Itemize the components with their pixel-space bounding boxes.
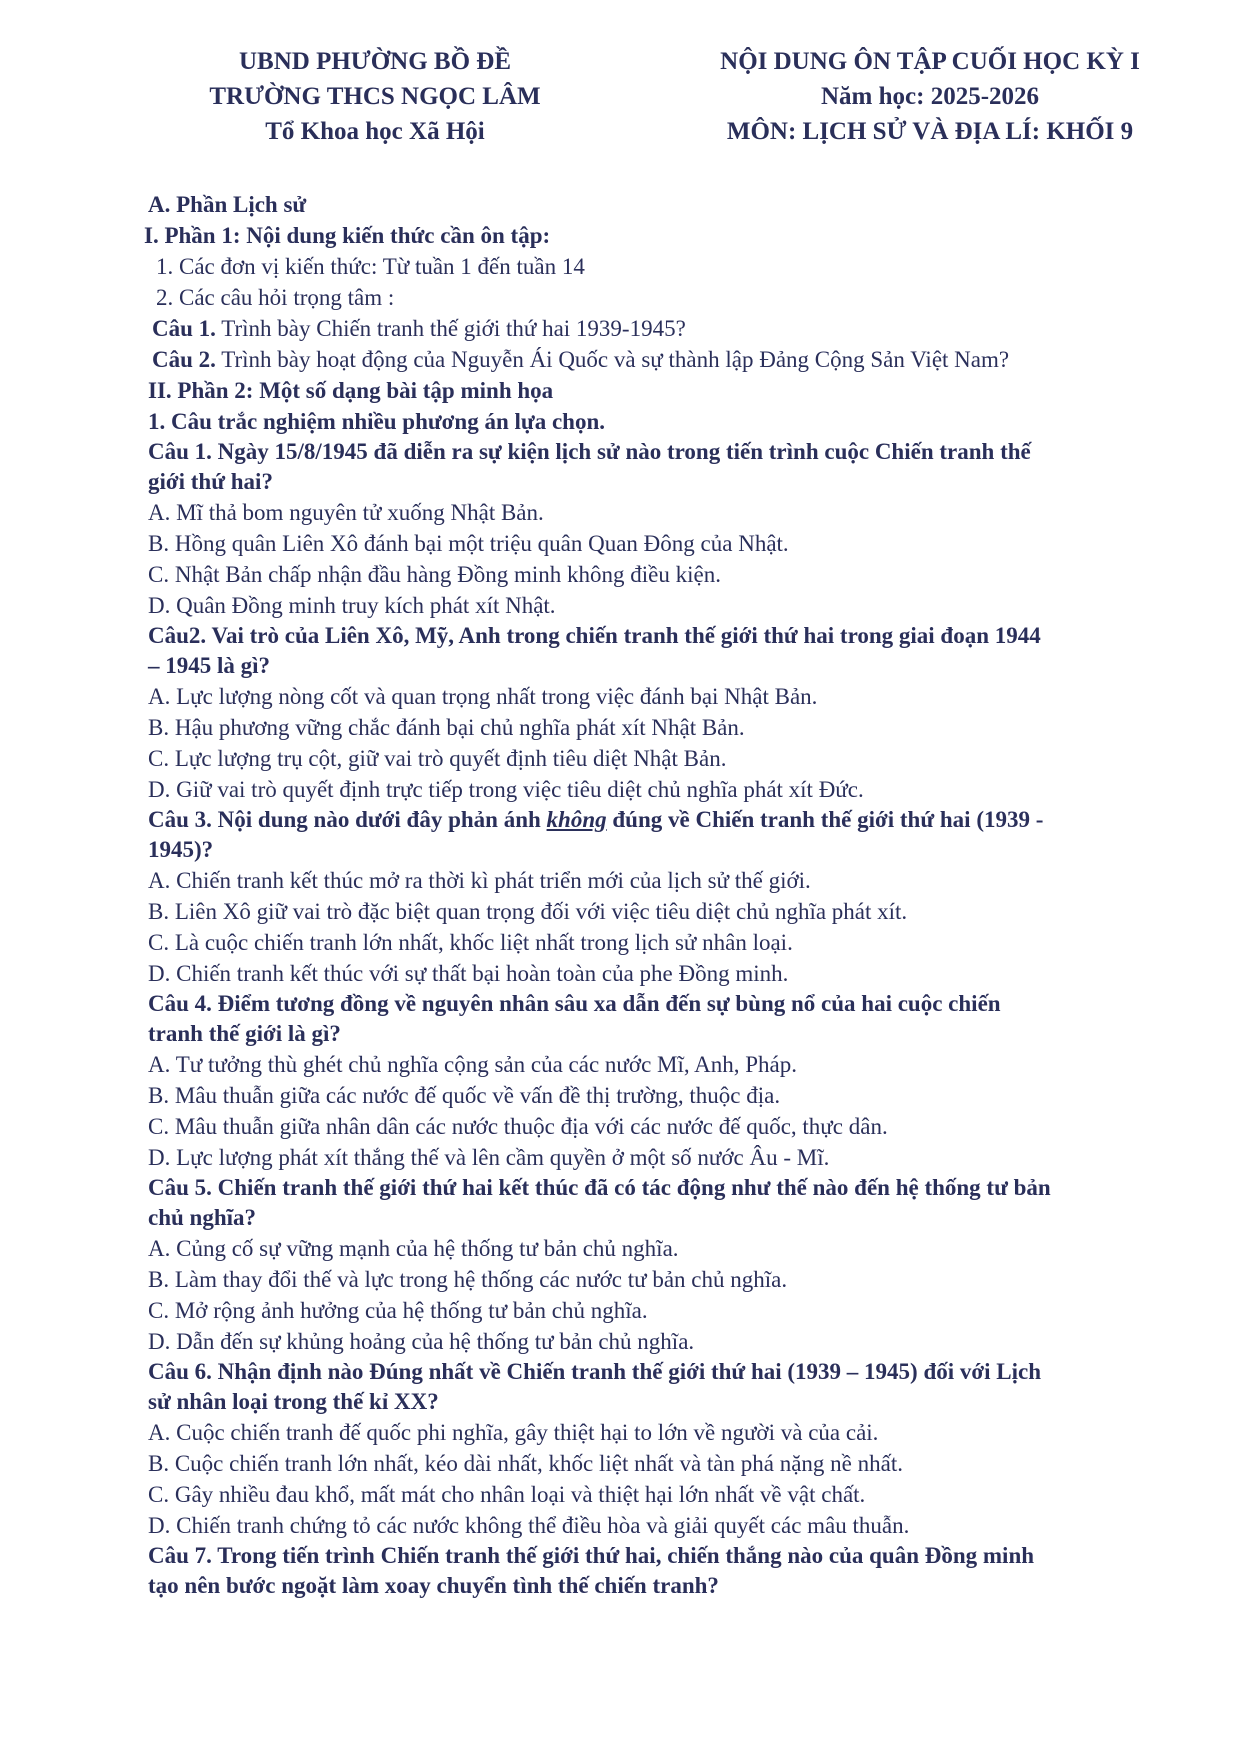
question-1-option-d: D. Quân Đồng minh truy kích phát xít Nhật. xyxy=(148,593,556,618)
question-1-option-a: A. Mĩ thả bom nguyên tử xuống Nhật Bản. xyxy=(148,500,544,525)
question-3-option-b: B. Liên Xô giữ vai trò đặc biệt quan trọng đối với việc tiêu diệt chủ nghĩa phát xít. xyxy=(148,899,908,924)
question-6-option-a: A. Cuộc chiến tranh đế quốc phi nghĩa, gây thiệt hại to lớn về người và của cải. xyxy=(148,1420,879,1445)
focus-question-1-text: Trình bày Chiến tranh thế giới thứ hai 1939-1945? xyxy=(215,316,686,341)
question-4-option-b: B. Mâu thuẫn giữa các nước đế quốc về vấn đề thị trường, thuộc địa. xyxy=(148,1083,781,1108)
section1-title: I. Phần 1: Nội dung kiến thức cần ôn tập: xyxy=(144,223,551,248)
question-5 xyxy=(148,1173,1208,1357)
question-3-line-1 xyxy=(148,805,1208,835)
question-6-option-d: D. Chiến tranh chứng tỏ các nước không thể điều hòa và giải quyết các mâu thuẫn. xyxy=(148,1513,910,1538)
question-4-option-a: A. Tư tưởng thù ghét chủ nghĩa cộng sản của các nước Mĩ, Anh, Pháp. xyxy=(148,1052,797,1077)
header-left xyxy=(160,44,590,149)
question-5-option-b: B. Làm thay đổi thế và lực trong hệ thống các nước tư bản chủ nghĩa. xyxy=(148,1267,788,1292)
section2-subtitle: 1. Câu trắc nghiệm nhiều phương án lựa chọn. xyxy=(148,409,605,434)
question-3 xyxy=(148,805,1208,989)
question-6-line-1: Câu 6. Nhận định nào Đúng nhất về Chiến tranh thế giới thứ hai (1939 – 1945) đối với Lịch xyxy=(148,1359,1042,1384)
header-right xyxy=(670,44,1190,149)
authority-name: UBND PHƯỜNG BỒ ĐỀ xyxy=(239,48,511,75)
question-2-line-2: – 1945 là gì? xyxy=(148,653,271,678)
question-5-line-2: chủ nghĩa? xyxy=(148,1205,257,1230)
question-7-line-2: tạo nên bước ngoặt làm xoay chuyển tình thế chiến tranh? xyxy=(148,1573,719,1598)
question-7 xyxy=(148,1541,1208,1601)
question-7-line-1: Câu 7. Trong tiến trình Chiến tranh thế giới thứ hai, chiến thắng nào của quân Đồng minh xyxy=(148,1543,1035,1568)
question-6 xyxy=(148,1357,1208,1541)
question-3-option-c: C. Là cuộc chiến tranh lớn nhất, khốc liệt nhất trong lịch sử nhân loại. xyxy=(148,930,793,955)
question-3-emphasis: không xyxy=(546,807,607,832)
question-5-option-a: A. Củng cố sự vững mạnh của hệ thống tư bản chủ nghĩa. xyxy=(148,1236,679,1261)
question-4-line-2: tranh thế giới là gì? xyxy=(148,1021,341,1046)
question-2 xyxy=(148,621,1208,805)
question-3-option-a: A. Chiến tranh kết thúc mở ra thời kì phát triển mới của lịch sử thế giới. xyxy=(148,868,811,893)
document-title: NỘI DUNG ÔN TẬP CUỐI HỌC KỲ I xyxy=(720,48,1140,75)
question-4-line-1: Câu 4. Điểm tương đồng về nguyên nhân sâu xa dẫn đến sự bùng nổ của hai cuộc chiến xyxy=(148,991,1001,1016)
question-1-line-2: giới thứ hai? xyxy=(148,469,273,494)
question-1 xyxy=(148,437,1208,621)
department-name: Tổ Khoa học Xã Hội xyxy=(265,118,485,145)
question-3-line-1-start: Câu 3. Nội dung nào dưới đây phản ánh xyxy=(148,807,547,832)
question-4-option-c: C. Mâu thuẫn giữa nhân dân các nước thuộc địa với các nước đế quốc, thực dân. xyxy=(148,1114,888,1139)
question-4-option-d: D. Lực lượng phát xít thắng thế và lên cầm quyền ở một số nước Âu - Mĩ. xyxy=(148,1145,830,1170)
school-year: Năm học: 2025-2026 xyxy=(820,83,1040,110)
question-6-option-c: C. Gây nhiều đau khổ, mất mát cho nhân loại và thiệt hại lớn nhất về vật chất. xyxy=(148,1482,866,1507)
question-5-option-c: C. Mở rộng ảnh hưởng của hệ thống tư bản chủ nghĩa. xyxy=(148,1298,648,1323)
focus-question-1 xyxy=(152,313,1208,344)
question-4 xyxy=(148,989,1208,1173)
question-2-option-b: B. Hậu phương vững chắc đánh bại chủ nghĩa phát xít Nhật Bản. xyxy=(148,715,745,740)
question-1-option-b: B. Hồng quân Liên Xô đánh bại một triệu quân Quan Đông của Nhật. xyxy=(148,531,789,556)
focus-question-2 xyxy=(152,344,1208,375)
section2-title: II. Phần 2: Một số dạng bài tập minh họa xyxy=(148,378,554,403)
question-2-line-1: Câu2. Vai trò của Liên Xô, Mỹ, Anh trong chiến tranh thế giới thứ hai trong giai đoạn 1944 xyxy=(148,623,1041,648)
question-3-line-1-end: đúng về Chiến tranh thế giới thứ hai (1939 - xyxy=(606,807,1044,832)
subject-line: MÔN: LỊCH SỬ VÀ ĐỊA LÍ: KHỐI 9 xyxy=(726,118,1134,145)
question-3-option-d: D. Chiến tranh kết thúc với sự thất bại hoàn toàn của phe Đồng minh. xyxy=(148,961,789,986)
question-5-line-1: Câu 5. Chiến tranh thế giới thứ hai kết thúc đã có tác động như thế nào đến hệ thống tư bản xyxy=(148,1175,1051,1200)
section1-item1: 1. Các đơn vị kiến thức: Từ tuần 1 đến tuần 14 xyxy=(156,254,585,279)
focus-question-2-text: Trình bày hoạt động của Nguyễn Ái Quốc và sự thành lập Đảng Cộng Sản Việt Nam? xyxy=(215,347,1010,372)
focus-question-2-label: Câu 2. xyxy=(152,347,216,372)
question-1-line-1: Câu 1. Ngày 15/8/1945 đã diễn ra sự kiện lịch sử nào trong tiến trình cuộc Chiến tranh thế xyxy=(148,439,1031,464)
document-body xyxy=(144,189,1208,1601)
question-2-option-a: A. Lực lượng nòng cốt và quan trọng nhất trong việc đánh bại Nhật Bản. xyxy=(148,684,818,709)
question-1-option-c: C. Nhật Bản chấp nhận đầu hàng Đồng minh không điều kiện. xyxy=(148,562,721,587)
question-6-line-2: sử nhân loại trong thế kỉ XX? xyxy=(148,1389,439,1414)
part-a-title: A. Phần Lịch sử xyxy=(148,192,307,217)
question-2-option-d: D. Giữ vai trò quyết định trực tiếp trong việc tiêu diệt chủ nghĩa phát xít Đức. xyxy=(148,777,864,802)
school-name: TRƯỜNG THCS NGỌC LÂM xyxy=(209,83,541,110)
question-3-line-2: 1945)? xyxy=(148,837,214,862)
focus-question-1-label: Câu 1. xyxy=(152,316,216,341)
question-5-option-d: D. Dẫn đến sự khủng hoảng của hệ thống tư bản chủ nghĩa. xyxy=(148,1329,695,1354)
section1-item2: 2. Các câu hỏi trọng tâm : xyxy=(156,285,395,310)
question-2-option-c: C. Lực lượng trụ cột, giữ vai trò quyết định tiêu diệt Nhật Bản. xyxy=(148,746,727,771)
question-6-option-b: B. Cuộc chiến tranh lớn nhất, kéo dài nhất, khốc liệt nhất và tàn phá nặng nề nhất. xyxy=(148,1451,903,1476)
